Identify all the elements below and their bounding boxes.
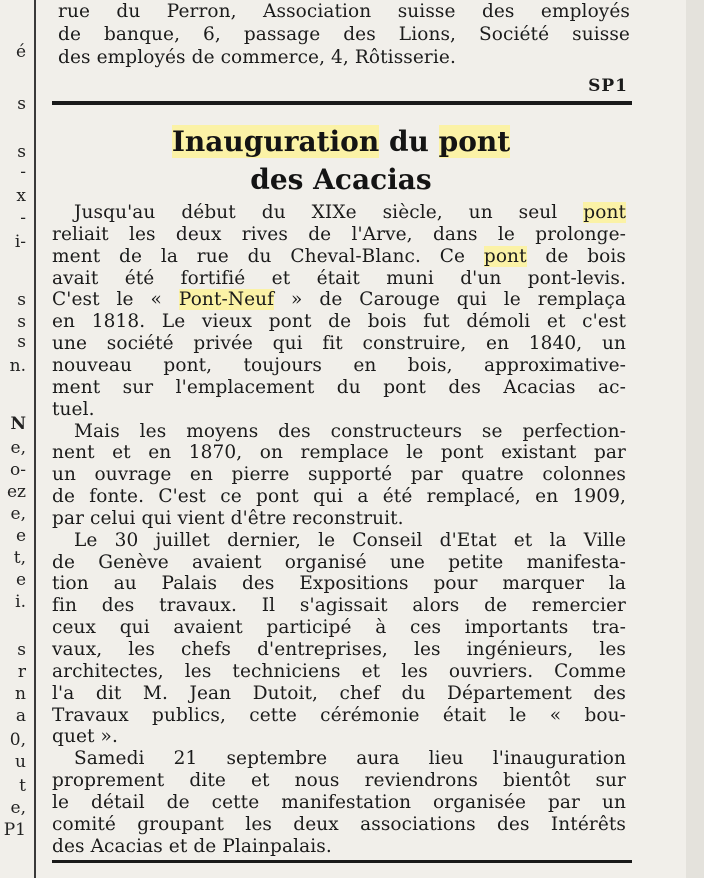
headline-word-highlighted: pont	[438, 125, 511, 158]
top-divider-rule	[52, 101, 632, 105]
previous-article-line: rue du Perron, Association suisse des employés	[58, 1, 630, 22]
left-column-fragments	[0, 0, 30, 878]
highlighted-term: Pont-Neuf	[178, 289, 275, 311]
left-fragment: s	[17, 142, 26, 162]
left-fragment: P1	[3, 820, 26, 840]
left-fragment: e,	[10, 798, 26, 818]
article-line	[74, 203, 626, 223]
article-text: tion au Palais des Expositions pour marquer la	[52, 573, 626, 595]
left-fragment: x	[16, 186, 26, 206]
article-text: par celui qui vient d'être reconstruit.	[52, 507, 404, 529]
article-line	[52, 290, 626, 310]
left-fragment: s	[17, 640, 26, 660]
headline-word-highlighted: Inauguration	[171, 125, 380, 158]
article-line	[74, 422, 626, 442]
article-line	[52, 400, 626, 420]
article-text: architectes, les techniciens et les ouvriers. Comme	[52, 660, 626, 682]
left-fragment: -	[20, 162, 26, 182]
article-line	[52, 640, 626, 660]
article-text: C'est le «	[52, 289, 179, 311]
highlighted-term: pont	[483, 245, 527, 267]
left-fragment: 0,	[9, 730, 26, 750]
previous-article-line: de banque, 6, passage des Lions, Société suisse	[58, 24, 630, 45]
article-text: une société privée qui fit construire, en 1840, un	[52, 333, 626, 355]
article-text: de bois	[526, 245, 626, 267]
article-line	[52, 574, 626, 594]
highlighted-term: pont	[583, 202, 626, 223]
article-line	[52, 684, 626, 704]
left-fragment: o-	[10, 460, 26, 480]
article-line	[52, 247, 626, 267]
left-fragment: s	[17, 332, 26, 352]
article-line	[52, 727, 626, 747]
left-fragment: ez	[6, 482, 26, 502]
article-text: avait été fortifié et était muni d'un pont-levis.	[52, 267, 626, 289]
article-text: reliait les deux rives de l'Arve, dans le prolonge-	[52, 223, 626, 245]
article-text: Mais les moyens des constructeurs se perfection-	[74, 420, 626, 442]
article-text: le détail de cette manifestation organisée par un	[52, 791, 626, 813]
left-fragment: e,	[10, 438, 26, 458]
article-text: vaux, les chefs d'entreprises, les ingénieurs, les	[52, 639, 626, 660]
article-text: ment de la rue du Cheval-Blanc. Ce	[52, 245, 484, 267]
previous-article-line: des employés de commerce, 4, Rôtisserie.	[58, 47, 456, 68]
article-text: proprement dite et nous reviendrons bientôt sur	[52, 770, 626, 792]
article-line	[74, 531, 626, 551]
left-fragment: t	[19, 776, 26, 796]
left-fragment: i-	[14, 232, 26, 252]
left-fragment: e	[15, 526, 26, 546]
author-signature: SP1	[588, 76, 628, 96]
left-fragment: e,	[10, 504, 26, 524]
left-fragment: a	[15, 706, 26, 726]
left-fragment: N	[10, 414, 26, 434]
article-line	[52, 618, 626, 638]
article-text: en 1818. Le vieux pont de bois fut démoli et c'est	[52, 311, 626, 333]
article-text: un ouvrage en pierre supporté par quatre colonnes	[52, 464, 626, 486]
article-text: des Acacias et de Plainpalais.	[52, 835, 332, 857]
column-divider	[34, 0, 36, 878]
left-fragment: s	[17, 312, 26, 332]
page-margin	[686, 0, 704, 878]
article-text: nouveau pont, toujours en bois, approximative-	[52, 354, 626, 376]
article-text: l'a dit M. Jean Dutoit, chef du Département des	[52, 682, 626, 704]
headline-line-2: des Acacias	[250, 163, 432, 196]
article-text: Le 30 juillet dernier, le Conseil d'Etat et la Ville	[74, 529, 626, 551]
left-fragment: e	[15, 570, 26, 590]
article-line	[52, 662, 626, 682]
article-line	[52, 771, 626, 791]
bottom-divider-rule	[52, 860, 632, 863]
article-line	[52, 553, 626, 573]
article-line	[52, 334, 626, 354]
article-line	[52, 706, 626, 726]
article-line	[52, 487, 626, 507]
article-line	[52, 837, 626, 857]
article-line	[52, 815, 626, 835]
article-line	[52, 443, 626, 463]
article-line	[52, 596, 626, 616]
headline-word: du	[388, 125, 429, 158]
article-text: Jusqu'au début du XIXe siècle, un seul	[74, 202, 584, 223]
article-line	[52, 312, 626, 332]
article-line	[52, 465, 626, 485]
article-line	[52, 509, 626, 529]
left-fragment: i.	[15, 592, 26, 612]
article-text: comité groupant les deux associations des Intérêts	[52, 813, 626, 835]
article-text: ment sur l'emplacement du pont des Acacias ac-	[52, 376, 626, 398]
article-line	[52, 378, 626, 398]
article-text: ceux qui avaient participé à ces importants tra-	[52, 617, 626, 639]
article-line	[52, 356, 626, 376]
article-text: de Genève avaient organisé une petite manifesta-	[52, 551, 626, 573]
left-fragment: r	[17, 662, 26, 682]
left-fragment: s	[17, 290, 26, 310]
article-text: quet ».	[52, 726, 118, 748]
article-text: fin des travaux. Il s'agissait alors de remercier	[52, 595, 626, 617]
article-text: Travaux publics, cette cérémonie était le « bou-	[52, 704, 626, 726]
left-fragment: u	[15, 752, 26, 772]
article-line	[52, 793, 626, 813]
article-text: » de Carouge qui le remplaça	[274, 289, 627, 311]
left-fragment: -	[20, 208, 26, 228]
left-fragment: é	[15, 42, 26, 62]
left-fragment: s	[17, 94, 26, 114]
article-text: tuel.	[52, 398, 95, 420]
article-line	[52, 225, 626, 245]
article-text: de fonte. C'est ce pont qui a été remplacé, en 1909,	[52, 486, 626, 508]
left-fragment: t,	[13, 548, 26, 568]
article-text: nent et en 1870, on remplace le pont existant par	[52, 442, 626, 464]
left-fragment: n	[15, 684, 26, 704]
left-fragment: n.	[9, 356, 26, 376]
article-text: Samedi 21 septembre aura lieu l'inauguration	[74, 748, 626, 770]
headline-line-1	[46, 126, 636, 158]
article-line	[52, 269, 626, 289]
article-line	[74, 749, 626, 769]
